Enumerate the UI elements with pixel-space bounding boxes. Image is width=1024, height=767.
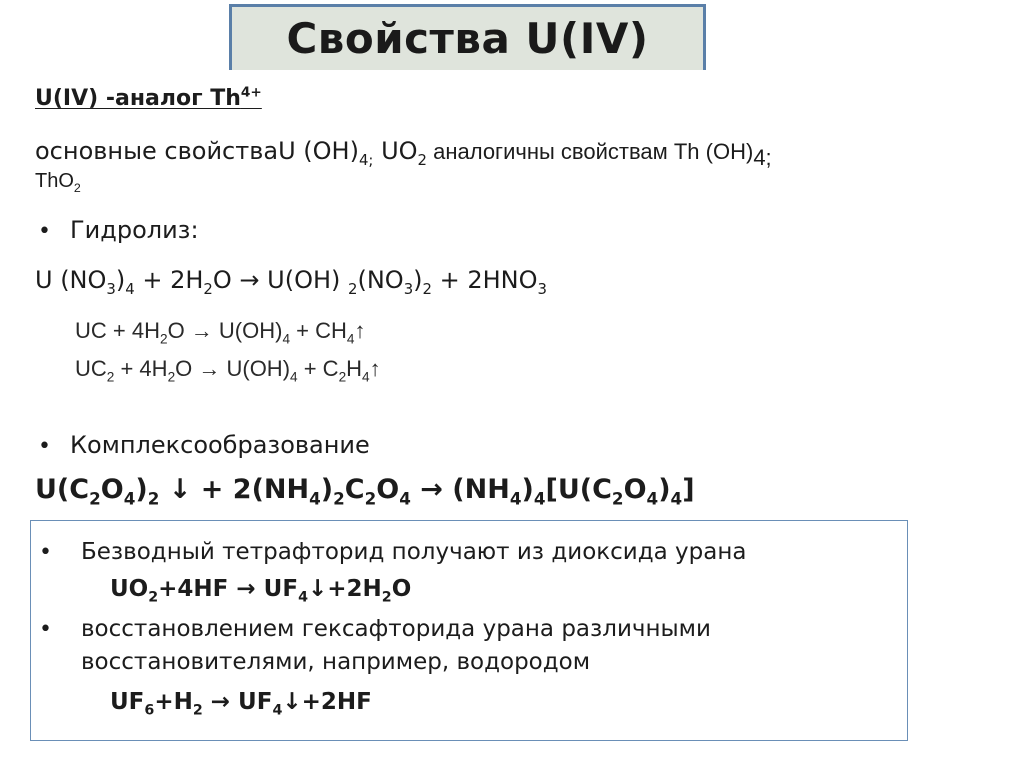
sub: 2 xyxy=(148,589,159,606)
sub: 4; xyxy=(358,150,374,169)
sub: 2 xyxy=(348,279,358,298)
box-text: восстановителями, например, водородом xyxy=(81,649,591,675)
sub: 4; xyxy=(753,144,772,170)
sub: 2 xyxy=(417,150,427,169)
sub: 4 xyxy=(290,369,298,385)
eq-part: O xyxy=(391,576,412,602)
hydrolysis-title: Гидролиз: xyxy=(70,216,199,244)
up-arrow-icon: ↑ xyxy=(369,356,381,381)
formula-u-oh: U (OH) xyxy=(278,137,359,165)
box-line-reduction-cont xyxy=(81,649,590,675)
sub: 2 xyxy=(89,488,101,509)
bullet-icon: • xyxy=(39,540,52,565)
up-arrow-icon: ↑ xyxy=(354,318,366,343)
box-text: восстановлением гексафторида урана различными xyxy=(81,616,711,642)
eq-part: ↓+2HF xyxy=(282,689,372,715)
hydrolysis-equation-uc xyxy=(75,318,366,347)
sub: 2 xyxy=(364,488,377,509)
bullet-icon: • xyxy=(38,434,51,459)
sub: 6 xyxy=(144,702,155,719)
sub: 4 xyxy=(509,488,522,509)
eq-part: O → U(OH) xyxy=(167,318,283,343)
eq-part: ↓ + 2(NH xyxy=(159,474,310,505)
sub: 2 xyxy=(333,488,345,509)
eq-part: ) xyxy=(413,266,423,294)
eq-part: U (NO xyxy=(35,266,107,294)
slide-title: Свойства U(IV) xyxy=(286,14,649,63)
eq-part: → UF xyxy=(202,689,273,715)
box-line-anhydrous xyxy=(39,539,747,565)
sub: 2 xyxy=(203,279,213,298)
sub: 4 xyxy=(399,488,411,509)
sub: 4 xyxy=(362,369,370,385)
eq-part: UO xyxy=(110,576,149,602)
eq-part: O xyxy=(100,474,124,505)
formula-uo2: UO xyxy=(373,137,418,165)
eq-part: C xyxy=(344,474,365,505)
eq-part: ) xyxy=(115,266,126,294)
sub: 2 xyxy=(147,488,160,509)
sub: 4 xyxy=(125,279,135,298)
sub: 2 xyxy=(381,589,392,606)
eq-part: ) xyxy=(658,474,671,505)
bullet-icon: • xyxy=(38,219,51,244)
properties-mid: аналогичны свойствам xyxy=(427,139,674,164)
eq-part: ] xyxy=(682,474,695,505)
subtitle-text: U(IV) -аналог Th xyxy=(35,86,241,111)
sub: 2 xyxy=(611,488,624,509)
eq-part: ) xyxy=(320,474,334,505)
fluoride-box xyxy=(30,520,908,741)
eq-part: +H xyxy=(154,689,193,715)
box-text: Безводный тетрафторид получают из диоксида урана xyxy=(81,539,747,565)
eq-part: [U(C xyxy=(545,474,612,505)
eq-part: UC xyxy=(75,356,107,381)
complex-equation xyxy=(35,474,695,509)
complex-heading xyxy=(38,431,370,459)
sub: 4 xyxy=(272,702,283,719)
eq-part: UC + 4H xyxy=(75,318,160,343)
eq-part: O → U(OH) xyxy=(175,356,291,381)
formula-tho2: ThO xyxy=(35,170,74,192)
eq-part: → (NH xyxy=(410,474,510,505)
eq-part: + 2H xyxy=(134,266,204,294)
sub: 2 xyxy=(192,702,203,719)
eq-part: + 4H xyxy=(114,356,168,381)
eq-part: O → U(OH) xyxy=(212,266,348,294)
bullet-icon: • xyxy=(39,617,52,642)
sub: 4 xyxy=(282,331,291,347)
eq-part: (NO xyxy=(357,266,404,294)
sub: 4 xyxy=(123,488,136,509)
sub: 2 xyxy=(73,181,81,195)
sub: 3 xyxy=(537,279,547,298)
eq-part: + 2HNO xyxy=(432,266,538,294)
eq-part: ↓+2H xyxy=(308,576,382,602)
sub: 2 xyxy=(167,369,176,385)
box-equation-uf6 xyxy=(110,689,372,719)
eq-part: + CH xyxy=(290,318,347,343)
eq-part: H xyxy=(346,356,363,381)
sub: 4 xyxy=(533,488,546,509)
sub: 2 xyxy=(159,331,168,347)
eq-part: + C xyxy=(297,356,339,381)
eq-part: O xyxy=(376,474,400,505)
sub: 4 xyxy=(646,488,659,509)
eq-part: ) xyxy=(135,474,148,505)
hydrolysis-heading xyxy=(38,216,199,244)
sub: 2 xyxy=(338,369,347,385)
subtitle-analog xyxy=(35,86,262,111)
hydrolysis-equation-uc2 xyxy=(75,356,381,385)
sub: 4 xyxy=(298,589,308,606)
complex-title: Комплексообразование xyxy=(70,431,370,459)
formula-th-oh: Th (OH) xyxy=(673,139,754,164)
box-line-reduction xyxy=(39,616,711,642)
eq-part: O xyxy=(623,474,647,505)
sub: 4 xyxy=(346,331,355,347)
sub: 3 xyxy=(106,279,116,298)
eq-part: +4HF → UF xyxy=(158,576,299,602)
sub: 4 xyxy=(670,488,683,509)
subtitle-sup: 4+ xyxy=(240,84,262,101)
sub: 4 xyxy=(309,488,321,509)
eq-part: UF xyxy=(110,689,145,715)
sub: 2 xyxy=(422,279,432,298)
hydrolysis-equation-nitrate xyxy=(35,266,547,298)
sub: 2 xyxy=(106,369,115,385)
sub: 3 xyxy=(403,279,414,298)
box-equation-uo2 xyxy=(110,576,412,606)
properties-lead: основные свойства xyxy=(35,137,279,165)
title-box xyxy=(229,4,706,70)
eq-part: U(C xyxy=(35,474,90,505)
eq-part: ) xyxy=(521,474,534,505)
properties-line-1 xyxy=(35,137,772,170)
properties-line-2 xyxy=(35,170,81,193)
